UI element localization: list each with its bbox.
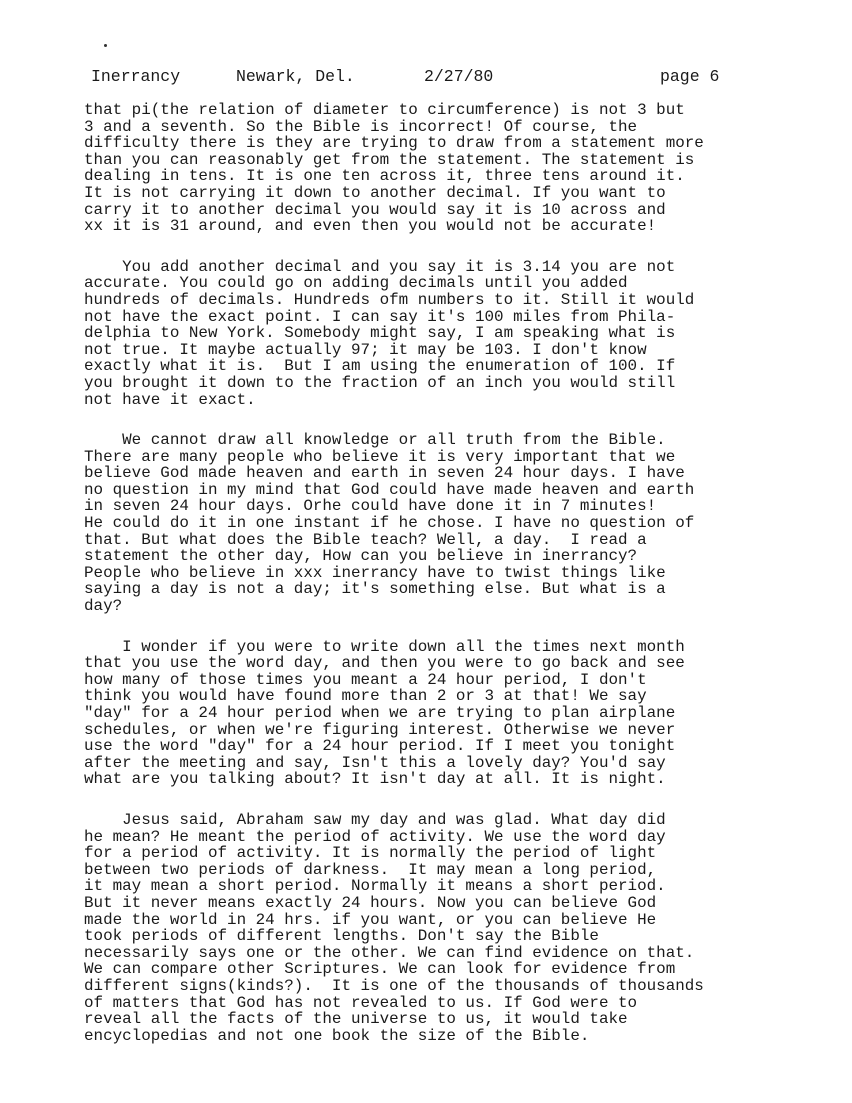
text-line: difficulty there is they are trying to draw from a statement more	[84, 134, 704, 153]
text-line: in seven 24 hour days. Orhe could have done it in 7 minutes!	[84, 497, 657, 516]
text-line: "day" for a 24 hour period when we are trying to plan airplane	[84, 704, 676, 722]
text-line: exactly what it is. But I am using the enumeration of 100. If	[84, 357, 676, 376]
text-line: he mean? He meant the period of activity. We use the word day	[84, 827, 666, 846]
text-line: what are you talking about? It isn't day at all. It is night.	[84, 770, 666, 789]
text-line: believe God made heaven and earth in seven 24 hour days. I have	[84, 464, 685, 483]
text-line: But it never means exactly 24 hours. Now you can believe God	[84, 893, 657, 912]
paragraph	[84, 259, 774, 408]
header-place: Newark, Del.	[236, 67, 355, 86]
document-body	[84, 102, 774, 1068]
text-line: We can compare other Scriptures. We can look for evidence from	[84, 960, 676, 979]
text-line: You add another decimal and you say it is 3.14 you are not	[84, 257, 676, 276]
header-title: Inerrancy	[91, 67, 181, 86]
text-line: necessarily says one or the other. We can find evidence on that.	[84, 943, 695, 962]
text-line: 3 and a seventh. So the Bible is incorrect! Of course, the	[84, 117, 638, 136]
text-line: hundreds of decimals. Hundreds ofm numbers to it. Still it would	[84, 290, 695, 309]
text-line: that. But what does the Bible teach? Well, a day. I read a	[84, 530, 647, 549]
text-line: after the meeting and say, Isn't this a lovely day? You'd say	[84, 753, 666, 772]
text-line: that pi(the relation of diameter to circumference) is not 3 but	[84, 101, 685, 119]
text-line: think you would have found more than 2 or 3 at that! We say	[84, 687, 647, 706]
header-page-number: page 6	[660, 67, 720, 86]
text-line: dealing in tens. It is one ten across it, three tens around it.	[84, 167, 685, 186]
text-line: Jesus said, Abraham saw my day and was glad. What day did	[84, 810, 666, 829]
text-line: not true. It maybe actually 97; it may be 103. I don't know	[84, 340, 647, 359]
text-line: People who believe in xxx inerrancy have to twist things like	[84, 563, 666, 582]
text-line: saying a day is not a day; it's something else. But what is a	[84, 580, 666, 599]
text-line: It is not carrying it down to another decimal. If you want to	[84, 183, 666, 202]
text-line: reveal all the facts of the universe to us, it would take	[84, 1010, 628, 1029]
paragraph	[84, 432, 774, 615]
text-line: it may mean a short period. Normally it means a short period.	[84, 877, 666, 896]
text-line: for a period of activity. It is normally the period of light	[84, 844, 657, 863]
text-line: that you use the word day, and then you were to go back and see	[84, 654, 685, 673]
text-line: not have it exact.	[84, 390, 256, 409]
page-header	[0, 66, 852, 88]
text-line: of matters that God has not revealed to us. If God were to	[84, 993, 638, 1012]
paragraph	[84, 102, 774, 235]
text-line: took periods of different lengths. Don't say the Bible	[84, 927, 599, 946]
stray-mark	[104, 44, 107, 47]
text-line: carry it to another decimal you would say it is 10 across and	[84, 200, 666, 219]
text-line: use the word "day" for a 24 hour period. If I meet you tonight	[84, 737, 676, 756]
text-line: accurate. You could go on adding decimals until you added	[84, 274, 628, 293]
text-line: between two periods of darkness. It may mean a long period,	[84, 860, 657, 879]
text-line: day?	[84, 597, 123, 616]
text-line: xx it is 31 around, and even then you would not be accurate!	[84, 217, 657, 236]
text-line: We cannot draw all knowledge or all truth from the Bible.	[84, 431, 666, 450]
paragraph	[84, 812, 774, 1044]
text-line: statement the other day, How can you believe in inerrancy?	[84, 547, 638, 566]
text-line: schedules, or when we're figuring interest. Otherwise we never	[84, 720, 676, 739]
paragraph	[84, 639, 774, 788]
text-line: not have the exact point. I can say it's 100 miles from Phila-	[84, 307, 676, 326]
text-line: delphia to New York. Somebody might say, I am speaking what is	[84, 324, 676, 343]
text-line: you brought it down to the fraction of an inch you would still	[84, 373, 676, 392]
text-line: He could do it in one instant if he chose. I have no question of	[84, 514, 695, 533]
text-line: I wonder if you were to write down all the times next month	[84, 637, 685, 656]
text-line: how many of those times you meant a 24 hour period, I don't	[84, 670, 647, 689]
text-line: There are many people who believe it is very important that we	[84, 447, 676, 466]
text-line: different signs(kinds?). It is one of the thousands of thousands	[84, 976, 704, 995]
text-line: no question in my mind that God could have made heaven and earth	[84, 480, 695, 499]
text-line: made the world in 24 hrs. if you want, or you can believe He	[84, 910, 657, 929]
header-date: 2/27/80	[424, 67, 494, 86]
text-line: than you can reasonably get from the statement. The statement is	[84, 150, 695, 169]
text-line: encyclopedias and not one book the size of the Bible.	[84, 1026, 590, 1045]
